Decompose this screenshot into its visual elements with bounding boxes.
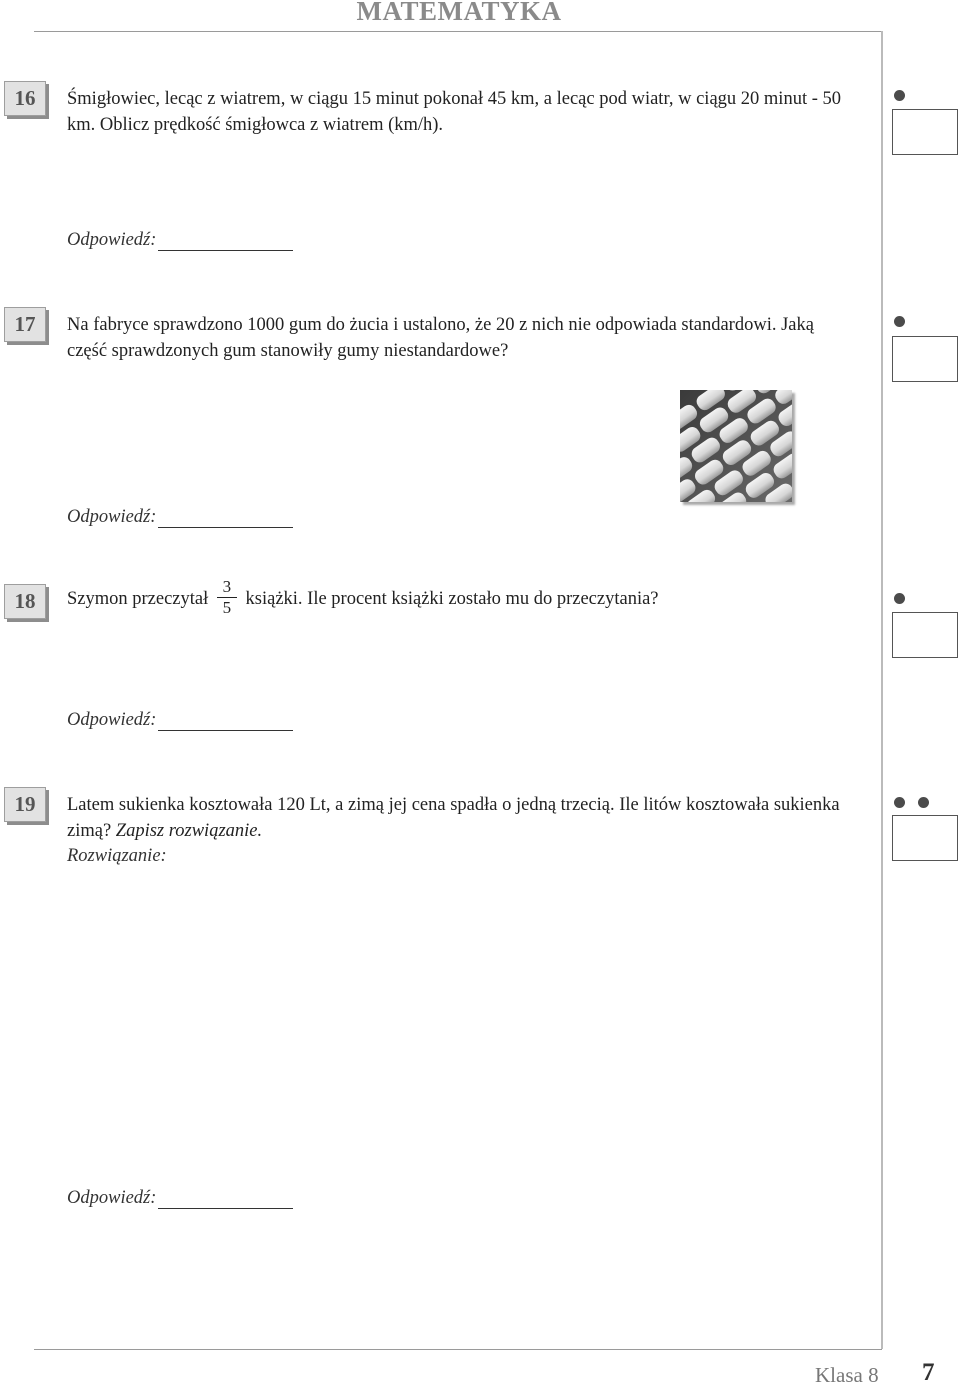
fraction-numerator: 3 (222, 577, 232, 597)
solution-label: Rozwiązanie: (67, 846, 167, 866)
question-text-main: Latem sukienka kosztowała 120 Lt, a zimą jej cena spadła o jedną trzecią. Ile litów kosztowała sukienka zimą? (67, 795, 840, 841)
answer-line[interactable] (158, 509, 293, 528)
answer-label: Odpowiedź: (67, 230, 157, 250)
header-rule (34, 31, 882, 32)
score-box[interactable] (892, 336, 958, 382)
page-header-title: MATEMATYKA (356, 0, 562, 26)
answer-line[interactable] (158, 232, 293, 251)
answer-field[interactable] (67, 230, 293, 251)
score-box[interactable] (892, 815, 958, 861)
answer-line[interactable] (158, 1190, 293, 1209)
answer-field[interactable] (67, 1188, 293, 1209)
chewing-gum-photo (680, 390, 792, 502)
answer-field[interactable] (67, 507, 293, 528)
answer-label: Odpowiedź: (67, 710, 157, 730)
question-text-after: książki. Ile procent książki zostało mu do przeczytania? (245, 589, 659, 609)
point-dot-icon (894, 316, 905, 327)
score-box[interactable] (892, 109, 958, 155)
chewing-gum-image (680, 390, 792, 502)
question-instruction: Zapisz rozwiązanie. (115, 821, 263, 841)
footer-class-label: Klasa 8 (815, 1363, 879, 1387)
scoring-column-divider (881, 31, 883, 1349)
question-text: Śmigłowiec, lecąc z wiatrem, w ciągu 15 minut pokonał 45 km, a lecąc pod wiatr, w ciągu 20 minut - 50 km. Oblicz prędkość śmigłowca z wiatrem (km/h). (67, 89, 841, 135)
fraction-denominator: 5 (222, 598, 232, 618)
point-dot-icon (894, 797, 905, 808)
question-text: Na fabryce sprawdzono 1000 gum do żucia i ustalono, że 20 z nich nie odpowiada standardowi. Jaką część sprawdzonych gum stanowiły gumy niestandardowe? (67, 315, 814, 361)
question-text (67, 792, 857, 844)
answer-field[interactable] (67, 710, 293, 731)
question-text-before: Szymon przeczytał (67, 589, 209, 609)
fraction (217, 577, 237, 618)
point-dot-icon (894, 90, 905, 101)
solution-area[interactable] (67, 872, 857, 1172)
question-number-badge: 17 (4, 307, 46, 342)
question-number-badge: 16 (4, 81, 46, 116)
question-text (67, 577, 857, 621)
answer-line[interactable] (158, 712, 293, 731)
answer-label: Odpowiedź: (67, 1188, 157, 1208)
point-dot-icon (894, 593, 905, 604)
score-box[interactable] (892, 612, 958, 658)
question-number-badge: 19 (4, 787, 46, 822)
page-number: 7 (922, 1359, 935, 1386)
question-number-badge: 18 (4, 584, 46, 619)
point-dot-icon (918, 797, 929, 808)
answer-label: Odpowiedź: (67, 507, 157, 527)
footer-rule (34, 1349, 882, 1350)
